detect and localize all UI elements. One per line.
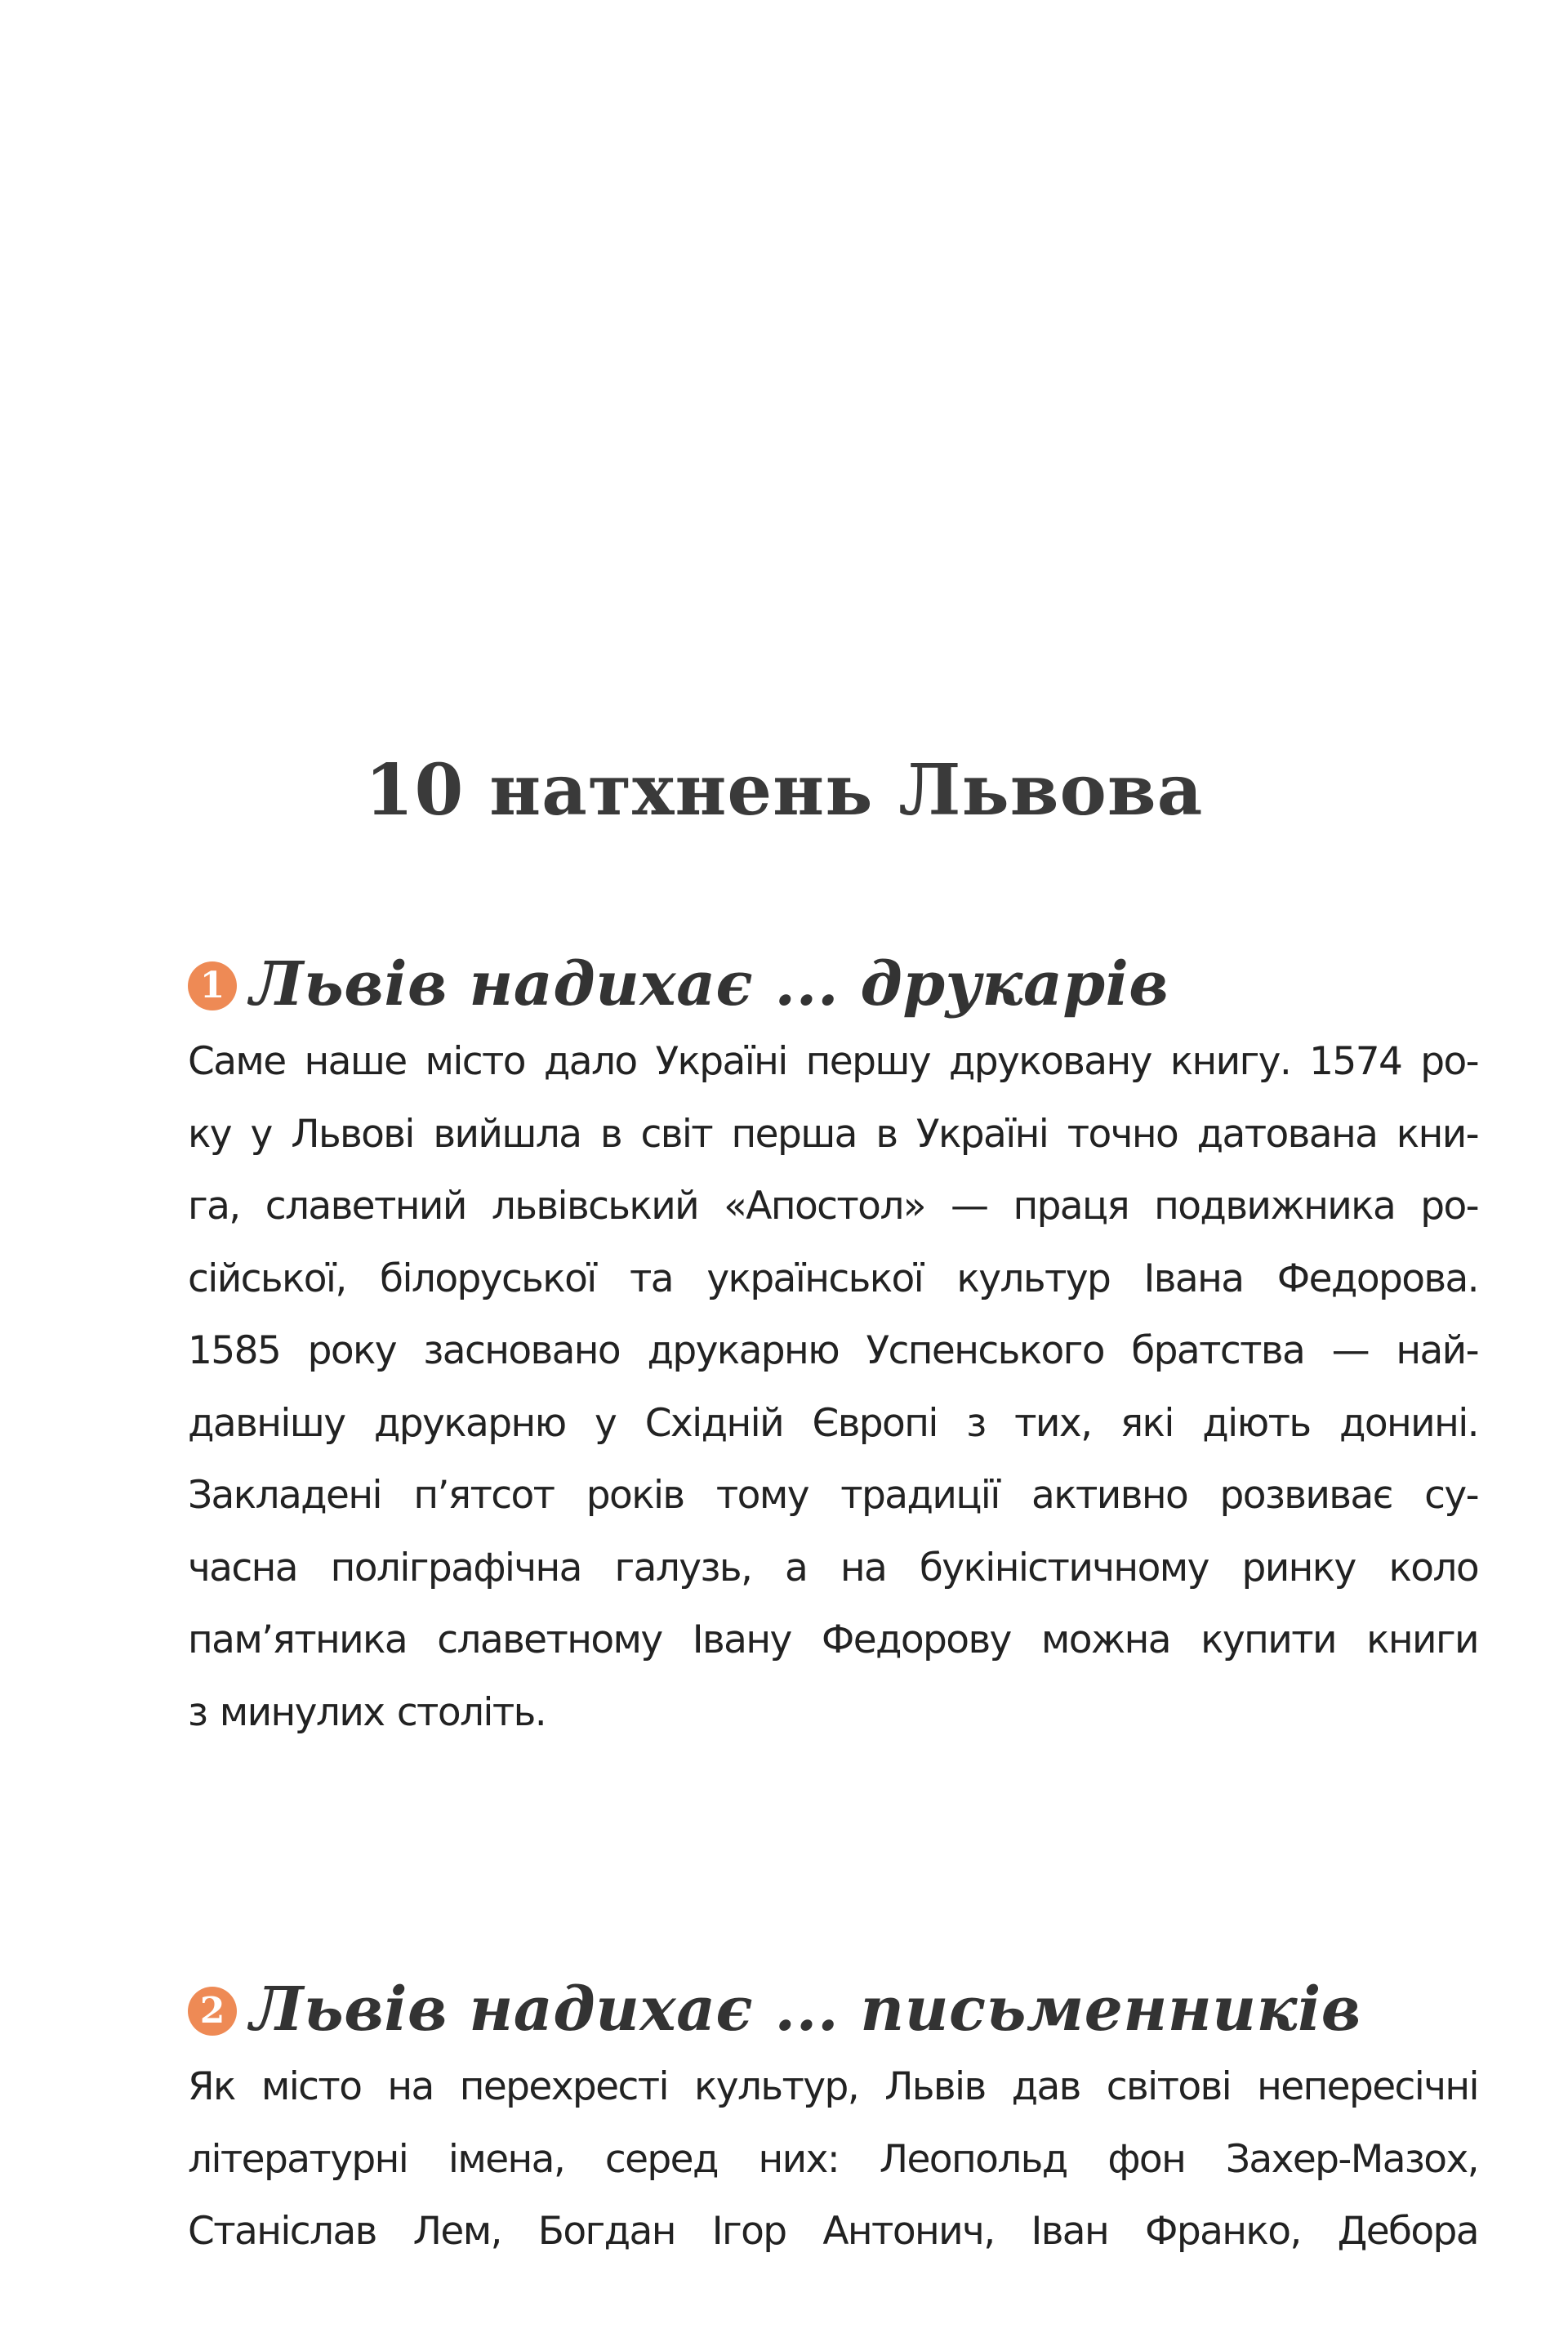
- number-badge-icon: 2: [188, 1987, 237, 2036]
- text-line: давнішу друкарню у Східній Європі з тих, які діють донині.: [188, 1400, 1478, 1446]
- number-badge-icon: 1: [188, 961, 237, 1010]
- text-line: Як місто на перехресті культур, Львів дав світові непересічні: [188, 2064, 1478, 2109]
- text-line: га, славетний львівський «Апостол» — праця подвижника ро-: [188, 1184, 1478, 1229]
- section-printers: [188, 939, 1478, 1749]
- text-line: літературні імена, серед них: Леопольд фон Захер-Мазох,: [188, 2136, 1478, 2182]
- section-title: Львів надихає ... письменників: [250, 1974, 1361, 2045]
- section-title: Львів надихає ... друкарів: [250, 949, 1169, 1019]
- text-line: часна поліграфічна галузь, а на букіністичному ринку коло: [188, 1545, 1478, 1590]
- page-title: 10 натхнень Львова: [364, 748, 1204, 832]
- section-body: [188, 1026, 1478, 1749]
- text-line: з минулих століть.: [188, 1689, 546, 1735]
- text-line: Саме наше місто дало Україні першу друковану книгу. 1574 ро-: [188, 1039, 1478, 1084]
- text-line: пам’ятника славетному Івану Федорову можна купити книги: [188, 1617, 1478, 1662]
- text-line: сійської, білоруської та української культур Івана Федорова.: [188, 1256, 1478, 1301]
- text-line: Закладені п’ятсот років тому традиції активно розвиває су-: [188, 1473, 1478, 1518]
- section-body: [188, 2051, 1478, 2268]
- section-heading: [188, 1965, 1478, 2054]
- section-heading: [188, 939, 1478, 1029]
- text-line: 1585 року засновано друкарню Успенського братства — най-: [188, 1328, 1478, 1373]
- section-writers: [188, 1965, 1478, 2268]
- text-line: Станіслав Лем, Богдан Ігор Антонич, Іван Франко, Дебора: [188, 2209, 1478, 2254]
- text-line: ку у Львові вийшла в світ перша в Україні точно датована кни-: [188, 1111, 1478, 1157]
